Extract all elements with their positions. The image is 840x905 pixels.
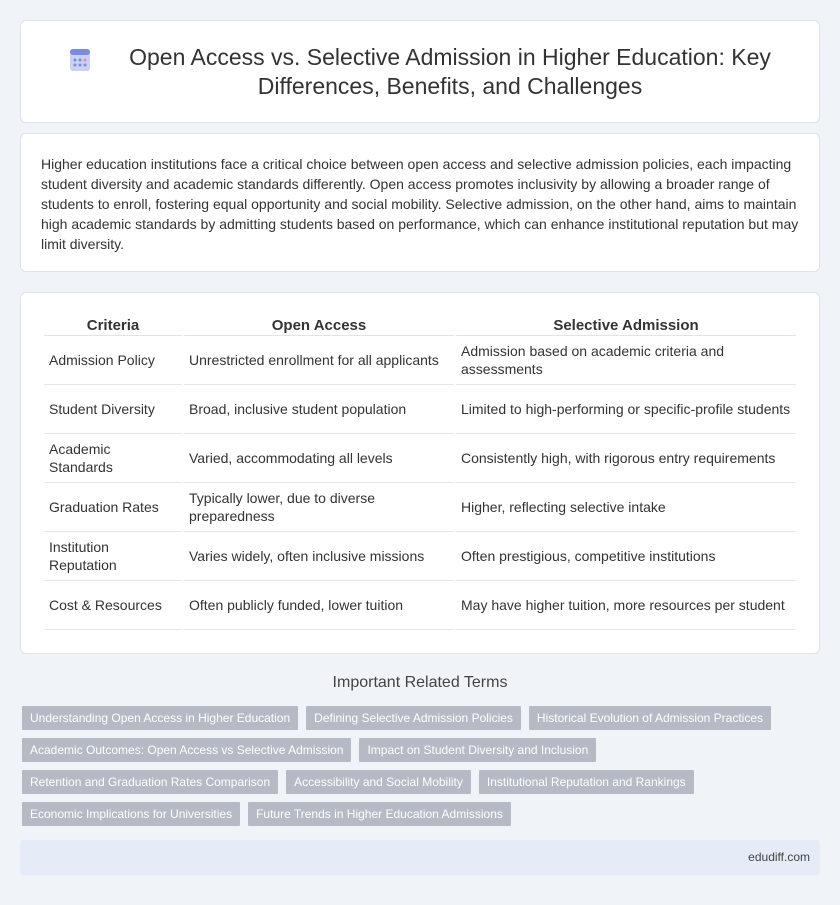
table-cell: Academic Standards: [44, 434, 182, 483]
table-cell: Admission based on academic criteria and assessments: [456, 336, 796, 385]
comparison-table-card: [20, 292, 820, 654]
related-term-tag[interactable]: Retention and Graduation Rates Comparison: [22, 770, 278, 794]
related-term-tag[interactable]: Future Trends in Higher Education Admissions: [248, 802, 511, 826]
document-icon: [67, 47, 93, 73]
table-row: [44, 532, 796, 581]
footer: [20, 840, 820, 875]
table-row: [44, 581, 796, 630]
related-term-tag[interactable]: Understanding Open Access in Higher Education: [22, 706, 298, 730]
related-term-tag[interactable]: Impact on Student Diversity and Inclusion: [359, 738, 596, 762]
table-row: [44, 336, 796, 385]
related-term-tag[interactable]: Historical Evolution of Admission Practices: [529, 706, 771, 730]
tag-row: [22, 802, 812, 834]
intro-card: [20, 133, 820, 272]
table-cell: Admission Policy: [44, 336, 182, 385]
related-terms-list: [22, 706, 812, 834]
table-cell: Varies widely, often inclusive missions: [184, 532, 454, 581]
table-cell: Broad, inclusive student population: [184, 385, 454, 434]
related-term-tag[interactable]: Institutional Reputation and Rankings: [479, 770, 694, 794]
table-cell: Typically lower, due to diverse preparedness: [184, 483, 454, 532]
table-row: [44, 434, 796, 483]
table-cell: Institution Reputation: [44, 532, 182, 581]
table-row: [44, 385, 796, 434]
table-cell: Often prestigious, competitive institutions: [456, 532, 796, 581]
header-criteria: Criteria: [44, 315, 182, 336]
related-term-tag[interactable]: Academic Outcomes: Open Access vs Selective Admission: [22, 738, 351, 762]
page-title: Open Access vs. Selective Admission in Higher Education: Key Differences, Benefits, and Challenges: [129, 44, 771, 99]
comparison-table: [42, 315, 798, 630]
tag-row: [22, 738, 812, 770]
table-cell: Unrestricted enrollment for all applicants: [184, 336, 454, 385]
header-selective-admission: Selective Admission: [456, 315, 796, 336]
table-cell: Higher, reflecting selective intake: [456, 483, 796, 532]
table-cell: Consistently high, with rigorous entry requirements: [456, 434, 796, 483]
related-term-tag[interactable]: Economic Implications for Universities: [22, 802, 240, 826]
related-terms-heading: Important Related Terms: [332, 674, 508, 691]
header-open-access: Open Access: [184, 315, 454, 336]
tag-row: [22, 706, 812, 738]
tag-row: [22, 770, 812, 802]
intro-paragraph: Higher education institutions face a critical choice between open access and selective admission policies, each impacting student diversity and academic standards differently. Open access promotes inclusivity by allowing a broader range of students to enroll, fostering equal opportunity and social mobility. Selective admission, on the other hand, aims to maintain high academic standards by admitting students based on performance, which can enhance institutional reputation but may limit diversity.: [41, 156, 799, 252]
related-term-tag[interactable]: Accessibility and Social Mobility: [286, 770, 471, 794]
footer-site-link[interactable]: edudiff.com: [748, 850, 810, 864]
table-cell: May have higher tuition, more resources per student: [456, 581, 796, 630]
table-cell: Often publicly funded, lower tuition: [184, 581, 454, 630]
table-cell: Cost & Resources: [44, 581, 182, 630]
title-card: [20, 20, 820, 123]
related-term-tag[interactable]: Defining Selective Admission Policies: [306, 706, 521, 730]
table-cell: Graduation Rates: [44, 483, 182, 532]
table-row: [44, 483, 796, 532]
table-cell: Student Diversity: [44, 385, 182, 434]
table-cell: Varied, accommodating all levels: [184, 434, 454, 483]
table-header-row: [44, 315, 796, 336]
table-cell: Limited to high-performing or specific-profile students: [456, 385, 796, 434]
